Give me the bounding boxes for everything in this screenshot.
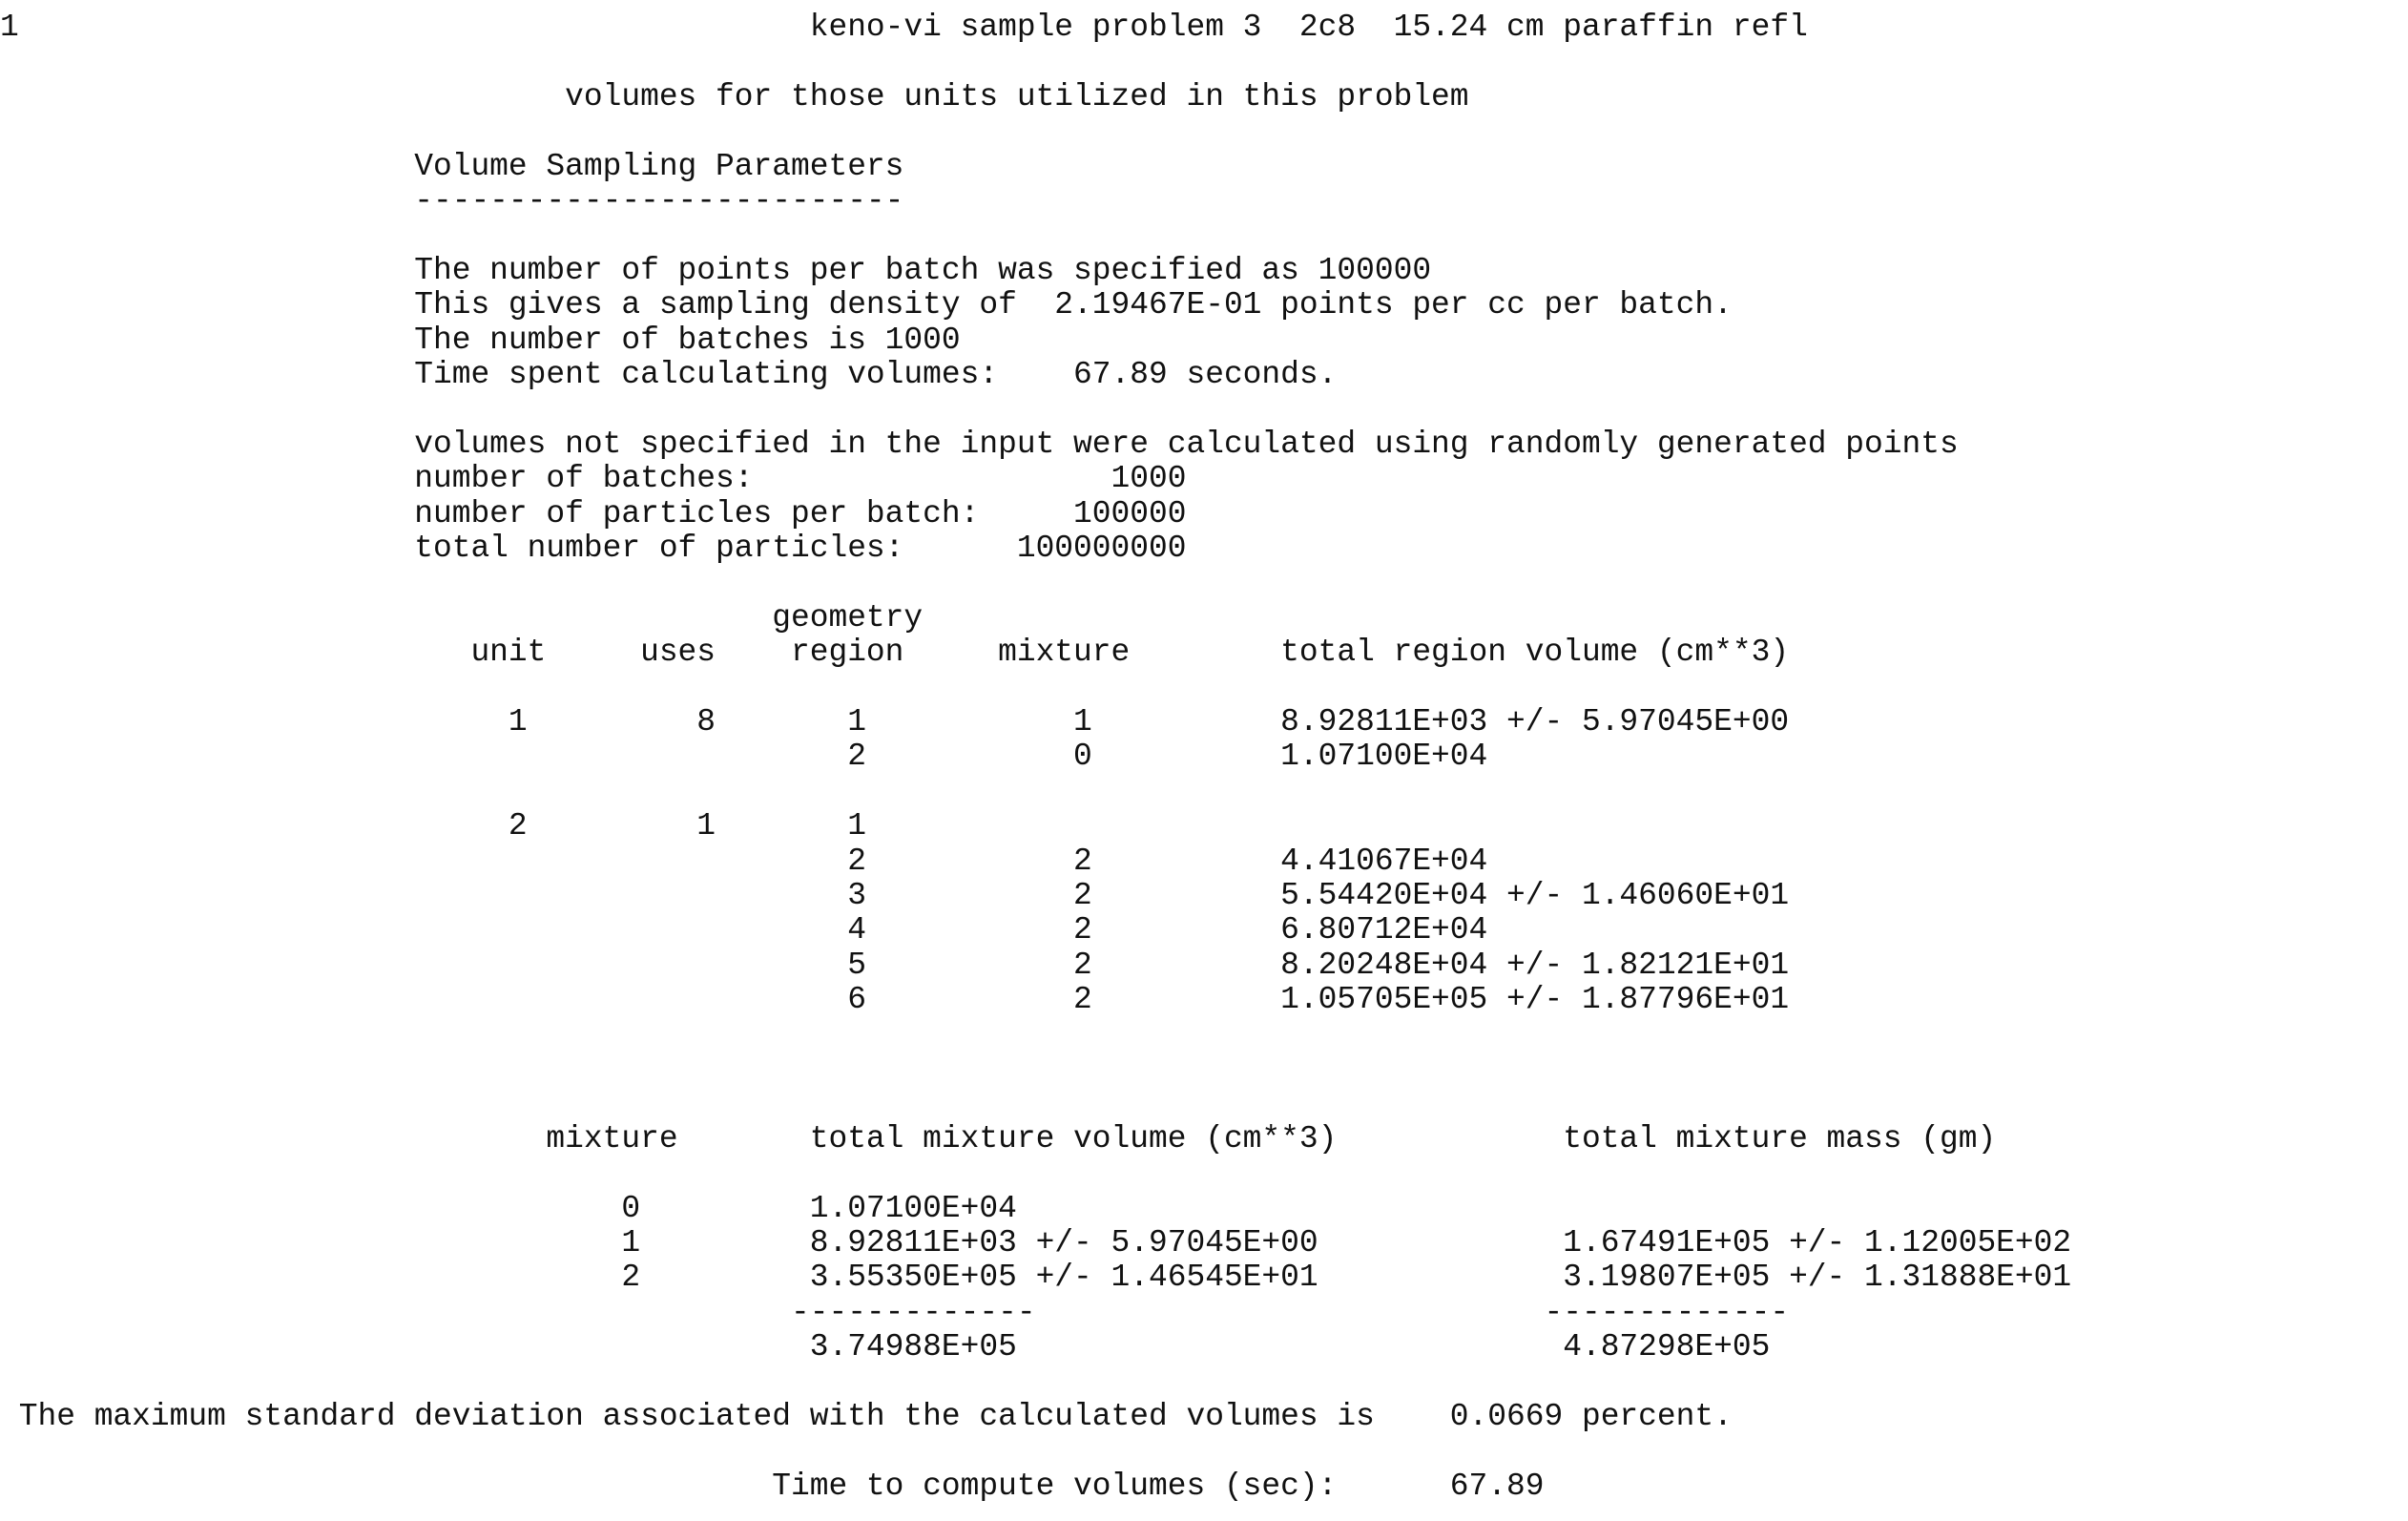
listing-line-19: unit uses region mixture total region volume (cm**3) (0, 635, 1790, 671)
listing-line-3: volumes for those units utilized in this problem (0, 78, 1469, 115)
listing-line-1: 1 keno-vi sample problem 3 2c8 15.24 cm paraffin refl (0, 10, 1808, 45)
listing-line-24: 2 1 1 (0, 808, 866, 844)
listing-line-16: total number of particles: 100000000 (0, 531, 1187, 566)
listing-line-29: 6 2 1.05705E+05 +/- 1.87796E+01 (0, 982, 1790, 1018)
listing-line-37: 2 3.55350E+05 +/- 1.46545E+01 3.19807E+05 +/- 1.31888E+01 (0, 1260, 2072, 1296)
listing-line-15: number of particles per batch: 100000 (0, 495, 1187, 531)
listing-line-6: -------------------------- (0, 183, 904, 219)
listing-line-25: 2 2 4.41067E+04 (0, 843, 1488, 879)
listing-line-18: geometry (0, 599, 924, 635)
listing-line-36: 1 8.92811E+03 +/- 5.97045E+00 1.67491E+05 +/- 1.12005E+02 (0, 1225, 2072, 1261)
listing-line-41: The maximum standard deviation associated with the calculated volumes is 0.0669 percent. (0, 1399, 1733, 1434)
listing-line-14: number of batches: 1000 (0, 461, 1187, 497)
listing-line-26: 3 2 5.54420E+04 +/- 1.46060E+01 (0, 878, 1790, 913)
listing-line-28: 5 2 8.20248E+04 +/- 1.82121E+01 (0, 947, 1790, 983)
listing-line-22: 2 0 1.07100E+04 (0, 739, 1488, 775)
listing-line-10: The number of batches is 1000 (0, 322, 961, 358)
listing-line-38: ------------- ------------- (0, 1294, 1790, 1330)
listing-line-11: Time spent calculating volumes: 67.89 seconds. (0, 357, 1338, 392)
listing-line-33: mixture total mixture volume (cm**3) total mixture mass (gm) (0, 1120, 1997, 1156)
listing-line-9: This gives a sampling density of 2.19467E-01 points per cc per batch. (0, 287, 1733, 323)
listing-line-13: volumes not specified in the input were calculated using randomly generated points (0, 426, 1959, 462)
listing-line-8: The number of points per batch was specified as 100000 (0, 252, 1432, 288)
listing-line-27: 4 2 6.80712E+04 (0, 912, 1488, 948)
listing-line-21: 1 8 1 1 8.92811E+03 +/- 5.97045E+00 (0, 704, 1790, 740)
listing-line-43: Time to compute volumes (sec): 67.89 (0, 1468, 1545, 1504)
listing-line-5: Volume Sampling Parameters (0, 148, 904, 184)
listing-line-39: 3.74988E+05 4.87298E+05 (0, 1329, 1771, 1365)
listing-line-35: 0 1.07100E+04 (0, 1190, 1017, 1226)
